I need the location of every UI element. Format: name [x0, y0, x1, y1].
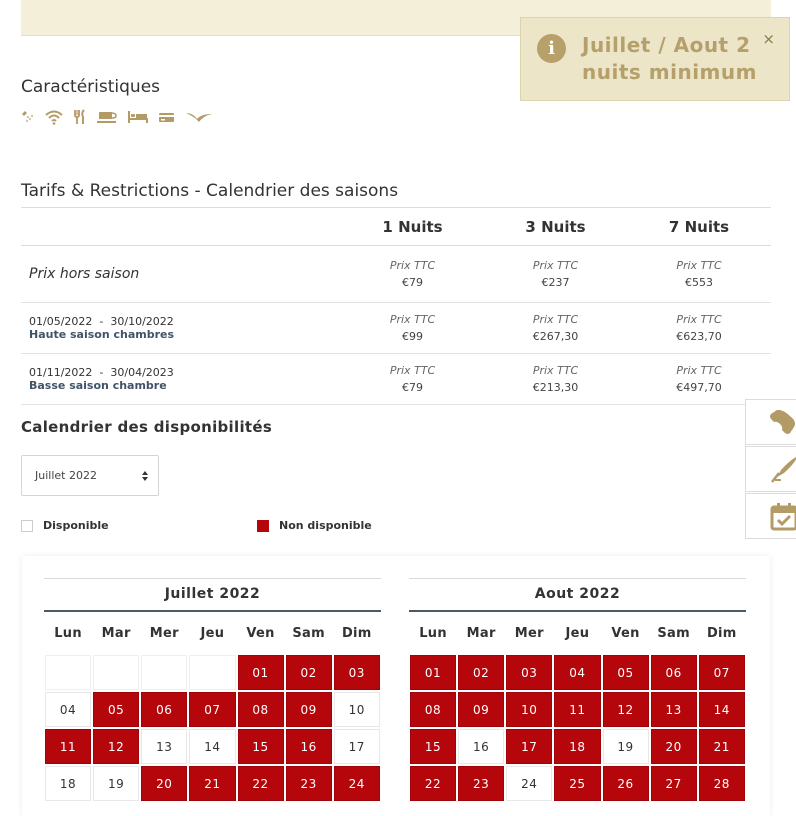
day-available[interactable]: 24 — [506, 766, 552, 801]
price-value: €213,30 — [532, 381, 579, 394]
empty-day-cell — [93, 655, 139, 690]
weekday-label: Lun — [419, 626, 447, 641]
day-unavailable: 04 — [554, 655, 600, 690]
season-name: Haute saison chambres — [29, 328, 175, 341]
weekday-label: Mar — [466, 626, 496, 641]
day-unavailable: 20 — [141, 766, 187, 801]
day-unavailable: 21 — [699, 729, 745, 764]
day-unavailable: 11 — [554, 692, 600, 727]
price-value: €497,70 — [676, 381, 722, 394]
season-cell — [21, 303, 341, 354]
day-unavailable: 03 — [506, 655, 552, 690]
legend-available-swatch — [21, 520, 33, 532]
empty-day-cell — [45, 655, 91, 690]
day-unavailable: 28 — [699, 766, 745, 801]
wifi-icon — [44, 109, 64, 125]
price-caption: Prix TTC — [389, 259, 436, 272]
column-header: 7 Nuits — [627, 208, 771, 246]
pen-icon — [769, 455, 796, 485]
tarifs-title: Tarifs & Restrictions - Calendrier des saisons — [21, 181, 399, 201]
day-unavailable: 02 — [286, 655, 332, 690]
price-caption: Prix TTC — [532, 259, 579, 272]
availability-title: Calendrier des disponibilités — [21, 418, 273, 436]
price-caption: Prix TTC — [676, 313, 722, 326]
weekday-label: Lun — [54, 626, 82, 641]
day-available[interactable]: 13 — [141, 729, 187, 764]
price-value: €623,70 — [676, 330, 722, 343]
row-label: Prix hors saison — [21, 246, 341, 303]
day-unavailable: 27 — [651, 766, 697, 801]
breakfast-icon — [96, 109, 118, 125]
price-cell — [627, 246, 771, 303]
table-row — [21, 246, 771, 303]
weekday-label: Jeu — [565, 626, 590, 641]
day-unavailable: 09 — [458, 692, 504, 727]
month-title: Aout 2022 — [409, 578, 746, 612]
day-unavailable: 18 — [554, 729, 600, 764]
table-header — [21, 208, 771, 246]
bird-icon — [185, 110, 213, 124]
select-arrows-icon — [141, 470, 149, 482]
day-unavailable: 10 — [506, 692, 552, 727]
day-unavailable: 23 — [458, 766, 504, 801]
month-title: Juillet 2022 — [44, 578, 381, 612]
price-value: €79 — [402, 381, 423, 394]
weekday-label: Jeu — [200, 626, 225, 641]
close-icon[interactable]: × — [762, 30, 775, 48]
phone-icon — [769, 408, 796, 438]
day-unavailable: 24 — [334, 766, 380, 801]
price-value: €553 — [685, 276, 713, 289]
day-unavailable: 11 — [45, 729, 91, 764]
table-row — [21, 354, 771, 405]
restaurant-icon — [73, 109, 87, 125]
phone-button[interactable] — [745, 399, 796, 445]
price-cell — [484, 354, 627, 405]
weekday-label: Mer — [149, 626, 179, 641]
price-caption: Prix TTC — [389, 364, 436, 377]
column-header: 3 Nuits — [484, 208, 627, 246]
day-unavailable: 14 — [699, 692, 745, 727]
day-unavailable: 05 — [93, 692, 139, 727]
price-caption: Prix TTC — [532, 364, 579, 377]
price-cell — [484, 303, 627, 354]
season-dates: 01/05/2022 - 30/10/2022 — [29, 315, 174, 328]
weekday-label: Ven — [611, 626, 640, 641]
price-cell — [484, 246, 627, 303]
day-unavailable: 12 — [603, 692, 649, 727]
day-available[interactable]: 16 — [458, 729, 504, 764]
day-available[interactable]: 19 — [603, 729, 649, 764]
day-available[interactable]: 04 — [45, 692, 91, 727]
day-unavailable: 12 — [93, 729, 139, 764]
price-value: €79 — [402, 276, 423, 289]
feature-icons — [21, 107, 222, 127]
legend-unavailable-swatch — [257, 520, 269, 532]
weekday-label: Ven — [246, 626, 275, 641]
weekday-row — [409, 612, 746, 655]
weekday-label: Sam — [292, 626, 325, 641]
info-icon: i — [537, 34, 566, 63]
price-cell — [341, 303, 484, 354]
booking-button[interactable] — [745, 493, 796, 539]
day-unavailable: 17 — [506, 729, 552, 764]
day-unavailable: 08 — [410, 692, 456, 727]
month-calendar — [44, 578, 381, 803]
table-row — [21, 303, 771, 354]
day-grid — [409, 655, 746, 803]
day-available[interactable]: 14 — [189, 729, 235, 764]
price-value: €99 — [402, 330, 423, 343]
weekday-row — [44, 612, 381, 655]
day-unavailable: 22 — [238, 766, 284, 801]
day-unavailable: 15 — [238, 729, 284, 764]
price-value: €237 — [541, 276, 570, 289]
price-caption: Prix TTC — [676, 364, 722, 377]
day-unavailable: 03 — [334, 655, 380, 690]
day-unavailable: 20 — [651, 729, 697, 764]
month-calendar — [409, 578, 746, 803]
legend-unavailable — [257, 519, 372, 532]
day-available[interactable]: 17 — [334, 729, 380, 764]
legend-available-label: Disponible — [43, 519, 109, 532]
day-unavailable: 09 — [286, 692, 332, 727]
day-unavailable: 15 — [410, 729, 456, 764]
write-button[interactable] — [745, 446, 796, 492]
day-unavailable: 07 — [189, 692, 235, 727]
price-caption: Prix TTC — [676, 259, 722, 272]
weekday-label: Dim — [341, 626, 372, 641]
features-title: Caractéristiques — [21, 77, 161, 97]
day-available[interactable]: 10 — [334, 692, 380, 727]
day-unavailable: 23 — [286, 766, 332, 801]
season-cell — [21, 354, 341, 405]
day-unavailable: 06 — [141, 692, 187, 727]
day-unavailable: 25 — [554, 766, 600, 801]
day-unavailable: 13 — [651, 692, 697, 727]
day-unavailable: 07 — [699, 655, 745, 690]
season-name: Basse saison chambre — [29, 379, 167, 392]
info-toast — [520, 17, 790, 101]
empty-day-cell — [141, 655, 187, 690]
day-unavailable: 01 — [238, 655, 284, 690]
day-unavailable: 21 — [189, 766, 235, 801]
day-unavailable: 05 — [603, 655, 649, 690]
price-caption: Prix TTC — [532, 313, 579, 326]
price-cell — [341, 354, 484, 405]
price-cell — [627, 354, 771, 405]
day-unavailable: 22 — [410, 766, 456, 801]
day-unavailable: 26 — [603, 766, 649, 801]
price-cell — [627, 303, 771, 354]
column-header: 1 Nuits — [341, 208, 484, 246]
price-value: €267,30 — [532, 330, 579, 343]
bed-icon — [127, 109, 149, 125]
day-unavailable: 01 — [410, 655, 456, 690]
side-action-bar — [745, 399, 796, 540]
day-unavailable: 06 — [651, 655, 697, 690]
day-unavailable: 08 — [238, 692, 284, 727]
day-unavailable: 16 — [286, 729, 332, 764]
season-dates: 01/11/2022 - 30/04/2023 — [29, 366, 174, 379]
day-available[interactable]: 19 — [93, 766, 139, 801]
calendar-check-icon — [769, 502, 796, 532]
toast-message: Juillet / Aout 2 nuits minimum — [582, 33, 757, 84]
legend-unavailable-label: Non disponible — [279, 519, 372, 532]
day-grid — [44, 655, 381, 803]
month-select[interactable] — [21, 455, 159, 496]
day-available[interactable]: 18 — [45, 766, 91, 801]
empty-day-cell — [189, 655, 235, 690]
weekday-label: Sam — [657, 626, 690, 641]
credit-card-icon — [158, 110, 176, 124]
day-unavailable: 02 — [458, 655, 504, 690]
price-cell — [341, 246, 484, 303]
weekday-label: Mer — [514, 626, 544, 641]
weekday-label: Mar — [101, 626, 131, 641]
month-select-value: Juillet 2022 — [35, 469, 97, 482]
weekday-label: Dim — [706, 626, 737, 641]
legend-available — [21, 519, 109, 532]
bathroom-icon — [21, 110, 35, 124]
price-caption: Prix TTC — [389, 313, 436, 326]
tarifs-table — [21, 207, 771, 405]
